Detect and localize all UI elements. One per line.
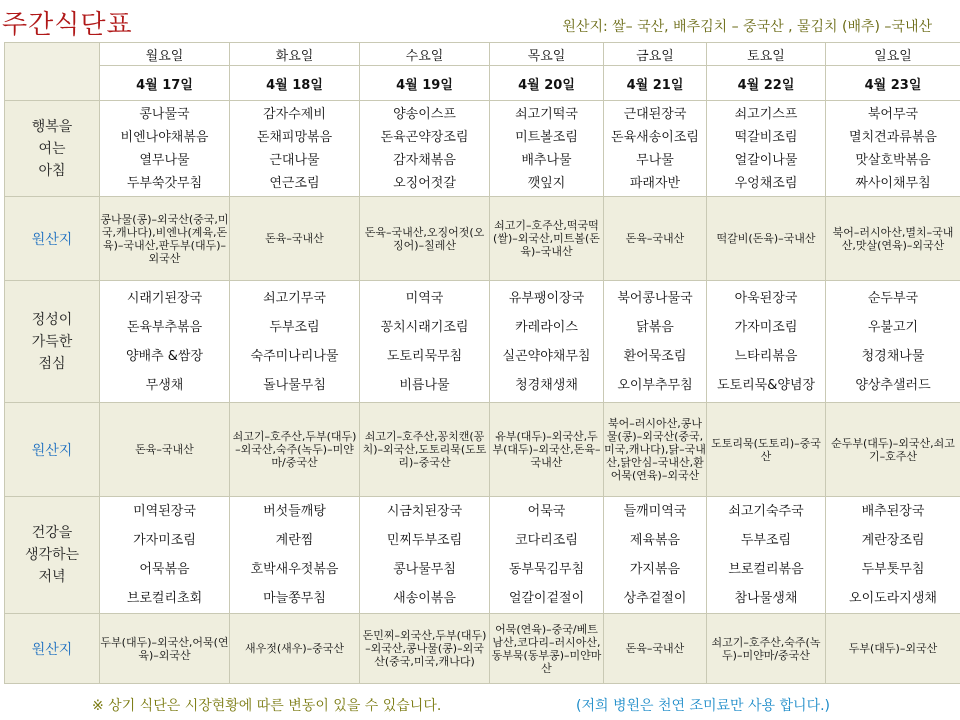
menu-item: 느타리볶음 <box>734 348 798 364</box>
breakfast-label <box>5 101 100 197</box>
menu-item: 가자미조림 <box>133 533 196 548</box>
lunch-menu-cell <box>230 281 360 403</box>
menu-item: 근대된장국 <box>623 106 687 122</box>
lunch-origin-cell: 쇠고기–호주산,두부(대두)–외국산,숙주(녹두)–미얀마/중국산 <box>230 403 360 497</box>
menu-item: 쇠고기무국 <box>263 290 326 306</box>
dinner-origin-cell: 두부(대두)–외국산,어묵(연육)–외국산 <box>100 614 230 684</box>
menu-item: 우불고기 <box>867 319 919 335</box>
menu-item: 얼갈이겉절이 <box>508 591 585 606</box>
menu-item: 버섯들깨탕 <box>263 504 326 519</box>
menu-item: 양상추샐러드 <box>855 377 931 393</box>
menu-item: 양송이스프 <box>393 106 456 122</box>
menu-item: 아욱된장국 <box>734 290 798 306</box>
lunch-origin-label: 원산지 <box>5 403 100 497</box>
menu-item: 꽁치시래기조림 <box>380 319 469 335</box>
breakfast-origin-cell: 돈육–국내산 <box>230 197 360 281</box>
menu-item: 유부팽이장국 <box>508 290 585 306</box>
menu-item: 계란찜 <box>275 533 314 548</box>
menu-item: 상추겉절이 <box>623 591 687 606</box>
menu-item: 가자미조림 <box>734 319 798 335</box>
dinner-origin-cell: 돈육–국내산 <box>604 614 707 684</box>
menu-item: 미트볼조림 <box>515 129 578 145</box>
dinner-origin-cell: 새우젓(새우)–중국산 <box>230 614 360 684</box>
dinner-menu-cell <box>707 497 826 614</box>
dinner-label-text: 건강을 생각하는 저녁 <box>24 525 80 585</box>
menu-item: 두부조림 <box>269 319 320 335</box>
menu-item: 무생채 <box>145 377 184 393</box>
date-header: 4월 23일 <box>826 66 960 101</box>
menu-item: 깻잎지 <box>527 175 566 191</box>
lunch-origin-cell: 순두부(대두)–외국산,쇠고기–호주산 <box>826 403 960 497</box>
lunch-menu-cell <box>100 281 230 403</box>
menu-item: 쇠고기스프 <box>734 106 798 122</box>
dinner-origin-cell: 두부(대두)–외국산 <box>826 614 960 684</box>
day-header: 화요일 <box>230 43 360 66</box>
menu-item: 미역국 <box>405 290 444 306</box>
dinner-origin-cell: 쇠고기–호주산,숙주(녹두)–미얀마/중국산 <box>707 614 826 684</box>
menu-item: 북어무국 <box>867 106 919 122</box>
menu-item: 돈육부추볶음 <box>126 319 203 335</box>
dinner-menu-cell <box>604 497 707 614</box>
menu-item: 돈육곤약장조림 <box>380 129 469 145</box>
menu-item: 근대나물 <box>269 152 320 168</box>
page-title: 주간식단표 <box>2 10 133 40</box>
menu-item: 돈육새송이조림 <box>611 129 699 145</box>
menu-item: 배추나물 <box>521 152 572 168</box>
menu-item: 콩나물국 <box>139 106 190 122</box>
lunch-menu-cell <box>490 281 604 403</box>
menu-item: 어묵볶음 <box>139 562 190 577</box>
breakfast-origin-cell: 북어–러시아산,멸치–국내산,맛살(연육)–외국산 <box>826 197 960 281</box>
day-header: 일요일 <box>826 43 960 66</box>
day-header: 금요일 <box>604 43 707 66</box>
breakfast-origin-cell: 콩나물(콩)–외국산(중국,미국,캐나다),비엔나(계육,돈육)–국내산,판두부(대두)–외국산 <box>100 197 230 281</box>
dinner-label <box>5 497 100 614</box>
lunch-menu-cell <box>707 281 826 403</box>
menu-item: 동부묵김무침 <box>508 562 585 577</box>
menu-item: 민찌두부조림 <box>386 533 463 548</box>
menu-item: 청경채나물 <box>861 348 925 364</box>
date-header: 4월 19일 <box>360 66 490 101</box>
menu-item: 오이도라지생채 <box>849 591 937 606</box>
menu-item: 오이부추무침 <box>617 377 693 393</box>
breakfast-origin-label: 원산지 <box>5 197 100 281</box>
footer-notice: ※ 상기 식단은 시장현황에 따른 변동이 있을 수 있습니다. <box>92 698 442 714</box>
breakfast-origin-cell: 돈육–국내산,오징어젓(오징어)–칠레산 <box>360 197 490 281</box>
day-header: 목요일 <box>490 43 604 66</box>
menu-item: 멸치견과류볶음 <box>849 129 937 145</box>
date-header: 4월 17일 <box>100 66 230 101</box>
menu-item: 두부쑥갓무침 <box>126 175 203 191</box>
header-corner <box>5 43 100 101</box>
day-header: 토요일 <box>707 43 826 66</box>
breakfast-menu-cell <box>604 101 707 197</box>
menu-item: 감자수제비 <box>263 106 326 122</box>
dinner-origin-cell: 돈민찌–외국산,두부(대두)–외국산,콩나물(콩)–외국산(중국,미국,캐나다) <box>360 614 490 684</box>
menu-item: 비름나물 <box>399 377 450 393</box>
menu-item: 어묵국 <box>527 504 566 519</box>
lunch-origin-cell: 쇠고기–호주산,꽁치캔(꽁치)–외국산,도토리묵(도토리)–중국산 <box>360 403 490 497</box>
lunch-label <box>5 281 100 403</box>
menu-item: 시래기된장국 <box>126 290 203 306</box>
breakfast-menu-cell <box>100 101 230 197</box>
day-header: 월요일 <box>100 43 230 66</box>
menu-item: 돈채피망볶음 <box>256 129 333 145</box>
dinner-menu-cell <box>100 497 230 614</box>
menu-item: 가지볶음 <box>629 562 681 577</box>
date-header: 4월 20일 <box>490 66 604 101</box>
menu-item: 무나물 <box>636 152 674 168</box>
menu-item: 청경채생채 <box>515 377 578 393</box>
breakfast-origin-cell: 쇠고기–호주산,떡국떡(쌀)–외국산,미트볼(돈육)–국내산 <box>490 197 604 281</box>
menu-item: 북어콩나물국 <box>617 290 693 306</box>
weekly-menu-table <box>4 42 960 684</box>
menu-item: 들깨미역국 <box>623 504 687 519</box>
lunch-menu-cell <box>826 281 960 403</box>
menu-item: 숙주미나리나물 <box>250 348 339 364</box>
menu-item: 환어묵조림 <box>623 348 687 364</box>
menu-item: 두부톳무침 <box>861 562 925 577</box>
menu-item: 순두부국 <box>867 290 919 306</box>
menu-item: 얼갈이나물 <box>734 152 798 168</box>
menu-item: 제육볶음 <box>629 533 681 548</box>
menu-item: 양배추 &쌈장 <box>125 348 204 364</box>
menu-item: 시금치된장국 <box>386 504 463 519</box>
menu-item: 맛살호박볶음 <box>855 152 931 168</box>
menu-item: 연근조림 <box>269 175 320 191</box>
menu-item: 닭볶음 <box>636 319 674 335</box>
menu-item: 감자채볶음 <box>393 152 456 168</box>
menu-item: 돌나물무침 <box>263 377 326 393</box>
breakfast-origin-cell: 떡갈비(돈육)–국내산 <box>707 197 826 281</box>
menu-item: 도토리묵무침 <box>386 348 463 364</box>
menu-item: 새송이볶음 <box>393 591 456 606</box>
lunch-origin-cell: 도토리묵(도토리)–중국산 <box>707 403 826 497</box>
menu-item: 오징어젓갈 <box>393 175 456 191</box>
menu-item: 쇠고기숙주국 <box>728 504 804 519</box>
lunch-menu-cell <box>604 281 707 403</box>
menu-item: 파래자반 <box>629 175 681 191</box>
lunch-label-text: 정성이 가득한 점심 <box>31 311 73 372</box>
menu-item: 쇠고기떡국 <box>515 106 578 122</box>
day-header: 수요일 <box>360 43 490 66</box>
dinner-menu-cell <box>230 497 360 614</box>
breakfast-menu-cell <box>707 101 826 197</box>
menu-item: 브로컬리초회 <box>126 591 203 606</box>
menu-item: 배추된장국 <box>861 504 925 519</box>
menu-item: 카레라이스 <box>515 319 578 335</box>
dinner-origin-label: 원산지 <box>5 614 100 684</box>
dinner-menu-cell <box>826 497 960 614</box>
dinner-origin-cell: 어묵(연육)–중국/베트남산,코다리–러시아산,동부묵(동부콩)–미얀마산 <box>490 614 604 684</box>
date-header: 4월 22일 <box>707 66 826 101</box>
lunch-origin-cell: 돈육–국내산 <box>100 403 230 497</box>
breakfast-origin-cell: 돈육–국내산 <box>604 197 707 281</box>
menu-item: 비엔나야채볶음 <box>120 129 209 145</box>
menu-item: 우엉채조림 <box>734 175 798 191</box>
menu-item: 열무나물 <box>139 152 190 168</box>
menu-item: 계란장조림 <box>861 533 925 548</box>
menu-item: 호박새우젓볶음 <box>250 562 339 577</box>
menu-item: 미역된장국 <box>133 504 196 519</box>
menu-item: 떡갈비조림 <box>734 129 798 145</box>
menu-item: 코다리조림 <box>515 533 578 548</box>
lunch-origin-cell: 유부(대두)–외국산,두부(대두)–외국산,돈육–국내산 <box>490 403 604 497</box>
date-header: 4월 18일 <box>230 66 360 101</box>
breakfast-menu-cell <box>490 101 604 197</box>
breakfast-label-text: 행복을 여는 아침 <box>31 118 73 179</box>
menu-item: 콩나물무침 <box>393 562 456 577</box>
menu-item: 실곤약야채무침 <box>502 348 591 364</box>
menu-item: 마늘쫑무침 <box>263 591 326 606</box>
footer-seasoning-note: (저희 병원은 천연 조미료만 사용 합니다.) <box>576 698 831 714</box>
lunch-menu-cell <box>360 281 490 403</box>
menu-item: 참나물생채 <box>734 591 798 606</box>
breakfast-menu-cell <box>230 101 360 197</box>
breakfast-menu-cell <box>826 101 960 197</box>
dinner-menu-cell <box>490 497 604 614</box>
dinner-menu-cell <box>360 497 490 614</box>
lunch-origin-cell: 북어–러시아산,콩나물(콩)–외국산(중국,미국,캐나다),닭–국내산,닭안심–국내산,환어묵(연육)–외국산 <box>604 403 707 497</box>
breakfast-menu-cell <box>360 101 490 197</box>
menu-item: 두부조림 <box>740 533 792 548</box>
menu-item: 도토리묵&양념장 <box>716 377 816 393</box>
menu-item: 짜사이채무침 <box>855 175 931 191</box>
date-header: 4월 21일 <box>604 66 707 101</box>
menu-item: 브로컬리볶음 <box>728 562 804 577</box>
origin-note: 원산지: 쌀– 국산, 배추김치 – 중국산 , 물김치 (배추) –국내산 <box>562 19 932 35</box>
